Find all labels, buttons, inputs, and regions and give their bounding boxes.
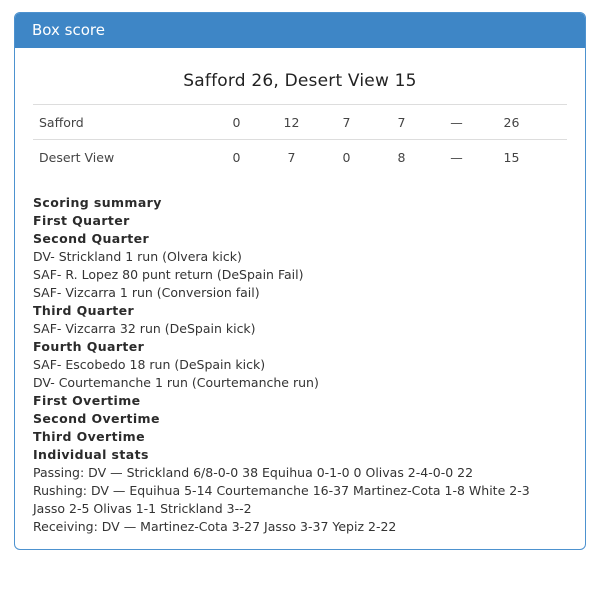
summary-line: SAF- Escobedo 18 run (DeSpain kick) (33, 357, 266, 372)
summary-heading: Second Overtime (33, 411, 160, 426)
score-cell: 8 (397, 149, 406, 165)
summary-line: Receiving: DV — Martinez-Cota 3-27 Jasso 3-37 Yepiz 2-22 (33, 519, 397, 534)
score-cell: 0 (342, 149, 351, 165)
score-cell: 12 (283, 114, 300, 130)
summary-heading: First Overtime (33, 393, 141, 408)
score-cell: 7 (342, 114, 351, 130)
summary-heading: Fourth Quarter (33, 339, 145, 354)
summary-heading: Individual stats (33, 447, 149, 462)
summary-heading: Scoring summary (33, 195, 162, 210)
team-name: Safford (39, 114, 84, 130)
summary-heading: Second Quarter (33, 231, 150, 246)
score-cell: 0 (232, 149, 241, 165)
summary-line: SAF- Vizcarra 1 run (Conversion fail) (33, 285, 260, 300)
score-cell: — (450, 114, 463, 130)
score-cell: 7 (287, 149, 296, 165)
box-score-card (14, 12, 586, 550)
score-table-row (33, 104, 567, 139)
summary-line: DV- Courtemanche 1 run (Courtemanche run) (33, 375, 319, 390)
summary-line: Jasso 2-5 Olivas 1-1 Strickland 3--2 (33, 501, 252, 516)
score-cell: 26 (503, 114, 520, 130)
card-header (14, 12, 586, 48)
summary-heading: First Quarter (33, 213, 130, 228)
scoring-summary (33, 194, 567, 536)
summary-line: DV- Strickland 1 run (Olvera kick) (33, 249, 242, 264)
game-title: Safford 26, Desert View 15 (183, 71, 417, 91)
team-name: Desert View (39, 149, 115, 165)
summary-line: SAF- Vizcarra 32 run (DeSpain kick) (33, 321, 256, 336)
score-cell: 7 (397, 114, 406, 130)
score-cell: 15 (503, 149, 520, 165)
score-table (33, 104, 567, 174)
score-cell: — (450, 149, 463, 165)
summary-line: Rushing: DV — Equihua 5-14 Courtemanche 16-37 Martinez-Cota 1-8 White 2-3 (33, 483, 530, 498)
score-table-row (33, 139, 567, 174)
score-cell: 0 (232, 114, 241, 130)
summary-heading: Third Quarter (33, 303, 135, 318)
card-header-title: Box score (32, 21, 105, 39)
summary-line: Passing: DV — Strickland 6/8-0-0 38 Equihua 0-1-0 0 Olivas 2-4-0-0 22 (33, 465, 474, 480)
summary-line: SAF- R. Lopez 80 punt return (DeSpain Fail) (33, 267, 304, 282)
card-body (15, 71, 585, 548)
summary-heading: Third Overtime (33, 429, 145, 444)
